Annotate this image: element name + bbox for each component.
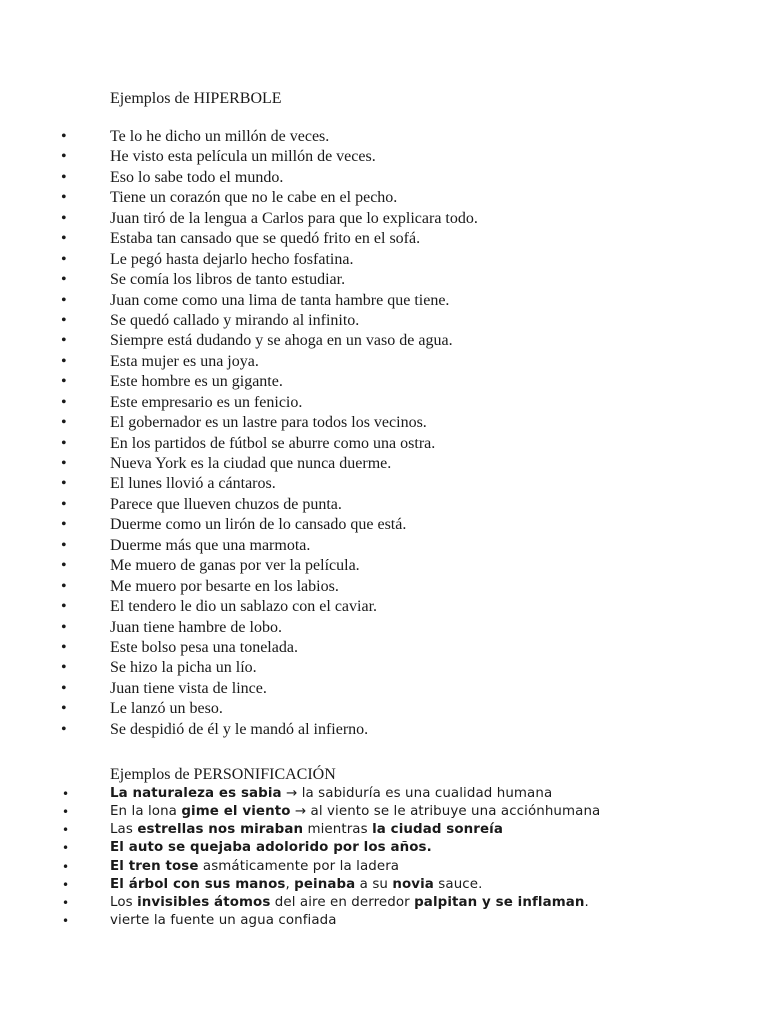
- bullet-icon: •: [62, 805, 70, 820]
- hiperbole-item-text: Este bolso pesa una tonelada.: [110, 638, 298, 656]
- bullet-icon: •: [61, 352, 67, 370]
- bullet-icon: •: [61, 414, 67, 432]
- bold-phrase: estrellas nos miraban: [137, 822, 304, 838]
- hiperbole-item-text: Se comía los libros de tanto estudiar.: [110, 271, 346, 289]
- bold-phrase: la ciudad sonreía: [372, 822, 503, 838]
- personificacion-item-text: [110, 803, 600, 821]
- personificacion-item-text: [110, 858, 399, 876]
- bullet-icon: •: [61, 720, 67, 738]
- text-segment: a su: [355, 876, 393, 892]
- bullet-icon: •: [61, 230, 67, 248]
- bullet-icon: •: [61, 393, 67, 411]
- hiperbole-item-text: Eso lo sabe todo el mundo.: [110, 168, 284, 186]
- bullet-icon: •: [62, 823, 70, 838]
- bullet-icon: •: [61, 373, 67, 391]
- bullet-icon: •: [61, 434, 67, 452]
- text-segment: sauce.: [433, 876, 483, 892]
- text-segment: asmáticamente por la ladera: [198, 858, 400, 874]
- bullet-icon: •: [62, 787, 70, 801]
- bullet-icon: •: [61, 638, 67, 656]
- bullet-icon: •: [61, 148, 67, 166]
- bullet-icon: •: [61, 557, 67, 575]
- bullet-icon: •: [61, 250, 67, 268]
- text-segment: mientras: [303, 822, 373, 838]
- hiperbole-item-text: Este empresario es un fenicio.: [110, 393, 303, 411]
- bullet-icon: •: [61, 128, 67, 145]
- bold-phrase: El tren tose: [110, 858, 199, 874]
- hiperbole-heading: Ejemplos de HIPERBOLE: [110, 90, 282, 107]
- hiperbole-item-text: Le pegó hasta dejarlo hecho fosfatina.: [110, 250, 354, 268]
- hiperbole-item-text: El tendero le dio un sablazo con el caviar.: [110, 598, 378, 616]
- bullet-icon: •: [61, 475, 67, 493]
- bold-phrase: palpitan y se inflaman: [414, 894, 585, 910]
- bullet-icon: •: [61, 168, 67, 186]
- bullet-icon: •: [61, 536, 67, 554]
- bold-phrase: La naturaleza es sabia: [110, 786, 282, 801]
- text-segment: Los: [110, 894, 138, 910]
- bullet-icon: •: [61, 271, 67, 289]
- hiperbole-item-text: El gobernador es un lastre para todos los vecinos.: [110, 414, 427, 432]
- hiperbole-item-text: Me muero de ganas por ver la película.: [110, 557, 360, 575]
- personificacion-item-text: [110, 912, 337, 930]
- hiperbole-item-text: Nueva York es la ciudad que nunca duerme.: [110, 455, 392, 472]
- hiperbole-item-text: Siempre está dudando y se ahoga en un vaso de agua.: [110, 332, 453, 350]
- hiperbole-item-text: Juan tiene vista de lince.: [110, 679, 267, 697]
- bold-phrase: peinaba: [294, 876, 356, 892]
- hiperbole-item-text: Duerme como un lirón de lo cansado que está.: [110, 516, 407, 534]
- text-segment: → la sabiduría es una cualidad humana: [281, 786, 553, 801]
- personificacion-item-text: [110, 821, 503, 839]
- hiperbole-item-text: En los partidos de fútbol se aburre como una ostra.: [110, 434, 436, 452]
- personificacion-heading: Ejemplos de PERSONIFICACIÓN: [110, 766, 336, 783]
- hiperbole-item-text: Esta mujer es una joya.: [110, 352, 259, 370]
- personificacion-item-text: [110, 894, 589, 912]
- bullet-icon: •: [61, 516, 67, 534]
- bold-phrase: El árbol con sus manos: [110, 876, 286, 892]
- bullet-icon: •: [61, 679, 67, 697]
- bullet-icon: •: [61, 700, 67, 718]
- bullet-icon: •: [62, 877, 70, 892]
- bullet-icon: •: [62, 913, 70, 928]
- hiperbole-item-text: Se despidió de él y le mandó al infierno.: [110, 720, 369, 738]
- text-segment: ,: [285, 876, 295, 892]
- bullet-icon: •: [61, 659, 67, 677]
- personificacion-item-text: [110, 839, 432, 857]
- bullet-icon: •: [61, 209, 67, 227]
- text-segment: del aire en derredor: [270, 894, 415, 910]
- hiperbole-item-text: Parece que llueven chuzos de punta.: [110, 495, 342, 513]
- bullet-icon: •: [61, 332, 67, 350]
- bold-phrase: El auto se quejaba adolorido por los años.: [110, 840, 432, 856]
- text-segment: En la lona: [110, 804, 182, 820]
- bullet-icon: •: [61, 495, 67, 513]
- bold-phrase: invisibles átomos: [137, 894, 271, 910]
- bullet-icon: •: [62, 895, 70, 910]
- text-segment: .: [584, 894, 589, 910]
- hiperbole-item-text: Estaba tan cansado que se quedó frito en el sofá.: [110, 230, 421, 248]
- personificacion-item-text: [110, 785, 552, 803]
- bold-phrase: novia: [392, 876, 434, 892]
- bullet-icon: •: [61, 311, 67, 329]
- hiperbole-item-text: Tiene un corazón que no le cabe en el pecho.: [110, 189, 398, 207]
- bullet-icon: •: [61, 577, 67, 595]
- hiperbole-item-text: Duerme más que una marmota.: [110, 536, 311, 554]
- hiperbole-item-text: Te lo he dicho un millón de veces.: [110, 128, 330, 145]
- text-segment: Las: [110, 822, 138, 838]
- hiperbole-item-text: Le lanzó un beso.: [110, 700, 223, 718]
- hiperbole-item-text: Se quedó callado y mirando al infinito.: [110, 311, 360, 329]
- bullet-icon: •: [62, 859, 70, 874]
- bullet-icon: •: [61, 618, 67, 636]
- bullet-icon: •: [62, 841, 70, 856]
- bullet-icon: •: [61, 455, 67, 472]
- text-segment: → al viento se le atribuye una acciónhumana: [290, 804, 601, 820]
- hiperbole-item-text: Me muero por besarte en los labios.: [110, 577, 339, 595]
- hiperbole-item-text: Juan tiró de la lengua a Carlos para que lo explicara todo.: [110, 209, 478, 227]
- bold-phrase: gime el viento: [181, 804, 291, 820]
- hiperbole-item-text: Se hizo la picha un lío.: [110, 659, 257, 677]
- text-segment: vierte la fuente un agua confiada: [110, 912, 337, 928]
- hiperbole-item-text: Este hombre es un gigante.: [110, 373, 283, 391]
- hiperbole-item-text: He visto esta película un millón de veces.: [110, 148, 376, 166]
- hiperbole-item-text: Juan come como una lima de tanta hambre que tiene.: [110, 291, 450, 309]
- personificacion-item-text: [110, 876, 482, 894]
- hiperbole-item-text: El lunes llovió a cántaros.: [110, 475, 276, 493]
- bullet-icon: •: [61, 189, 67, 207]
- bullet-icon: •: [61, 291, 67, 309]
- hiperbole-item-text: Juan tiene hambre de lobo.: [110, 618, 282, 636]
- bullet-icon: •: [61, 598, 67, 616]
